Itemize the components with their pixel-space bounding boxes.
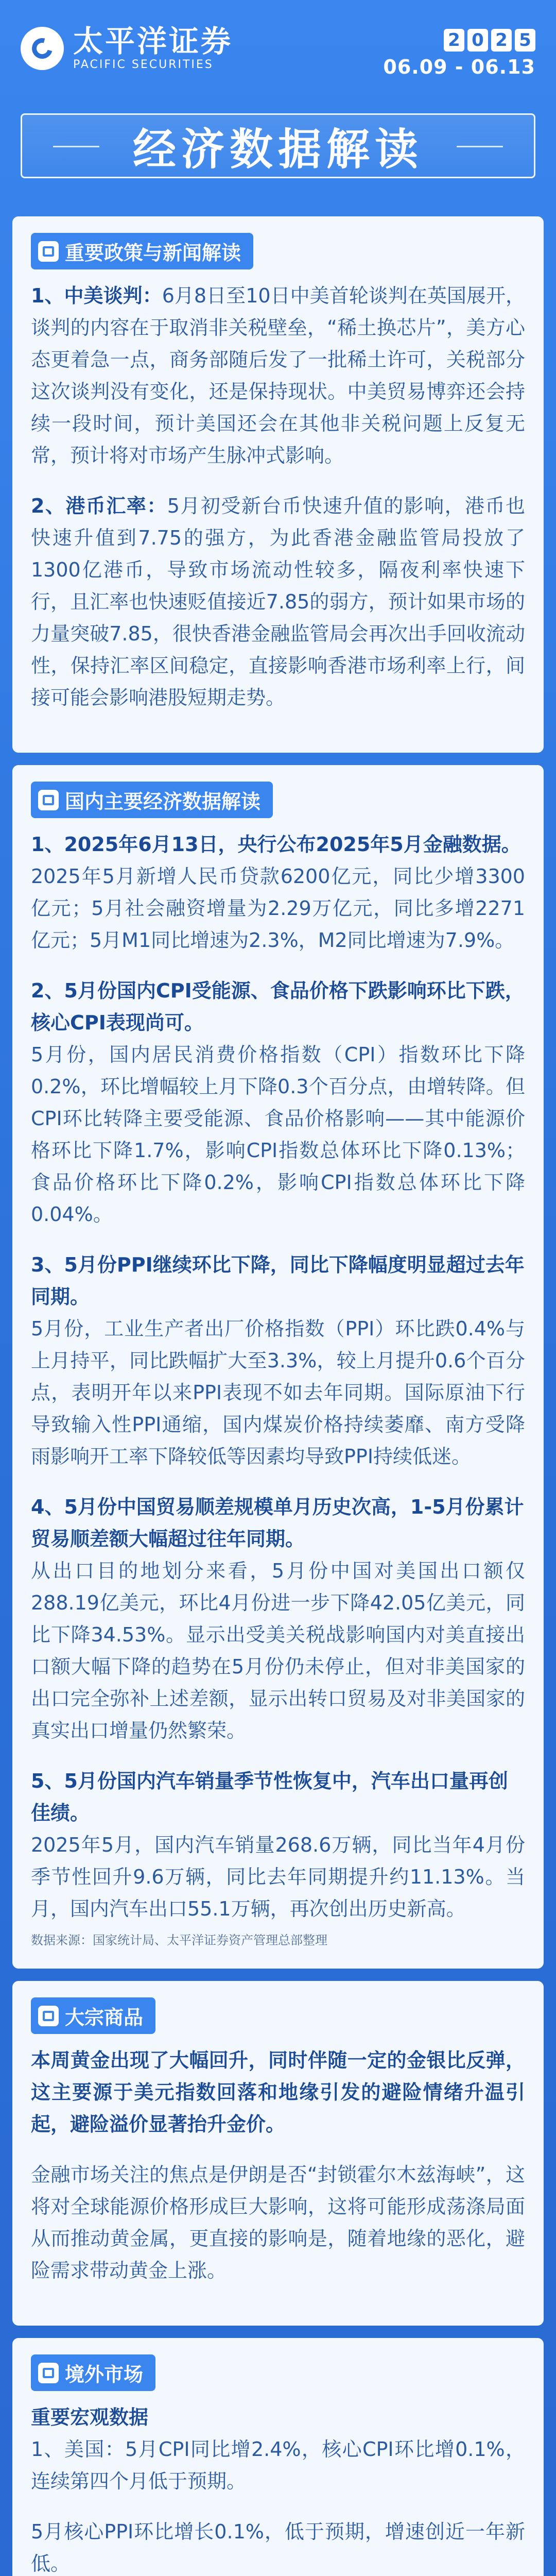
data-item-text: 2025年5月新增人民币贷款6200亿元，同比少增3300亿元；5月社会融资增量为2.29万亿元，同比多增2271亿元；5月M1同比增速为2.3%，M2同比增速为7.9%。 bbox=[31, 865, 525, 952]
item-lead: 1、中美谈判： bbox=[31, 284, 162, 307]
data-item-title: 1、2025年6月13日，央行公布2025年5月金融数据。 bbox=[31, 833, 521, 856]
data-item-text: 5月份，工业生产者出厂价格指数（PPI）环比跌0.4%与上月持平，同比跌幅扩大至3.3%，较上月提升0.6个百分点，表明开年以来PPI表现不如去年同期。国际原油下行导致输入性PPI通缩，国内煤炭价格持续萎靡、南方受降雨影响开工率下降较低等因素均导致PPI持续低迷。 bbox=[31, 1317, 525, 1468]
logo-text bbox=[73, 25, 233, 72]
item-text: 5月初受新台币快速升值的影响，港币也快速升值到7.75的强方，为此香港金融监管局投放了1300亿港币，导致市场流动性较多，隔夜利率快速下行，且汇率也快速贬值接近7.85的弱方，预计如果市场的力量突破7.85，很快香港金融监管局会再次出手回收流动性，保持汇率区间稳定，直接影响香港市场利率上行，间接可能会影响港股短期走势。 bbox=[31, 495, 525, 709]
commodity-summary: 本周黄金出现了大幅回升，同时伴随一定的金银比反弹，这主要源于美元指数回落和地缘引发的避险情绪升温引起，避险溢价显著抬升金价。 bbox=[31, 2049, 525, 2136]
data-item-title: 3、5月份PPI继续环比下降，同比下降幅度明显超过去年同期。 bbox=[31, 1253, 525, 1308]
commodity-detail: 金融市场关注的焦点是伊朗是否“封锁霍尔木兹海峡”，这将对全球能源价格形成巨大影响，这将可能形成荡涤局面从而推动黄金属，更直接的影响是，随着地缘的恶化，避险需求带动黄金上涨。 bbox=[31, 2163, 525, 2282]
section-head-policy bbox=[31, 233, 253, 269]
header bbox=[0, 0, 556, 216]
section-icon bbox=[38, 241, 59, 262]
section-icon bbox=[38, 790, 59, 810]
macro-item: 1、美国：5月CPI同比增2.4%，核心CPI环比增0.1%，连续第四个月低于预期。 bbox=[31, 2438, 525, 2493]
commodity-card bbox=[12, 1981, 544, 2326]
section-head-overseas bbox=[31, 2354, 155, 2391]
logo-cn: 太平洋证券 bbox=[73, 24, 233, 59]
section-title: 大宗商品 bbox=[65, 2006, 144, 2029]
date-range: 06.09 - 06.13 bbox=[383, 56, 535, 78]
policy-item bbox=[31, 490, 525, 714]
data-source: 数据来源：国家统计局、太平洋证券资产管理总部整理 bbox=[31, 1933, 327, 1947]
brand-logo bbox=[21, 25, 233, 72]
section-title: 国内主要经济数据解读 bbox=[65, 790, 261, 813]
section-title: 境外市场 bbox=[65, 2363, 144, 2386]
data-item-text: 5月份，国内居民消费价格指数（CPI）指数环比下降0.2%，环比增幅较上月下降0.3个百分点，由增转降。但CPI环比转降主要受能源、食品价格影响——其中能源价格环比下降1.7%，影响CPI指数总体环比下降0.13%；食品价格环比下降0.2%，影响CPI指数总体环比下降0.04%。 bbox=[31, 1043, 525, 1226]
data-item-title: 2、5月份国内CPI受能源、食品价格下跌影响环比下跌，核心CPI表现尚可。 bbox=[31, 979, 525, 1034]
data-item-text: 2025年5月，国内汽车销量268.6万辆，同比当年4月份季节性回升9.6万辆，同比去年同期提升约11.13%。当月，国内汽车出口55.1万辆，再次创出历史新高。 bbox=[31, 1834, 525, 1920]
logo-en: PACIFIC SECURITIES bbox=[73, 58, 214, 71]
overseas-card bbox=[12, 2338, 544, 2576]
section-title: 重要政策与新闻解读 bbox=[65, 242, 241, 264]
section-icon bbox=[38, 2006, 59, 2026]
policy-item bbox=[31, 280, 525, 471]
macro-heading: 重要宏观数据 bbox=[31, 2406, 149, 2429]
macro-item: 5月核心PPI环比增长0.1%，低于预期，增速创近一年新低。 bbox=[31, 2520, 525, 2575]
section-head-domestic bbox=[31, 782, 273, 818]
title-bar bbox=[21, 113, 535, 178]
year-digit: 5 bbox=[515, 29, 535, 52]
date-box bbox=[383, 29, 535, 78]
section-icon bbox=[38, 2363, 59, 2383]
policy-card bbox=[12, 216, 544, 753]
year-digit: 2 bbox=[491, 29, 512, 52]
item-lead: 2、港币汇率： bbox=[31, 495, 167, 517]
year-digit: 2 bbox=[444, 29, 464, 52]
section-head-commodity bbox=[31, 1997, 155, 2034]
domestic-card bbox=[12, 765, 544, 1969]
page-title: 经济数据解读 bbox=[132, 124, 423, 175]
data-item-title: 4、5月份中国贸易顺差规模单月历史次高，1-5月份累计贸易顺差额大幅超过往年同期。 bbox=[31, 1496, 524, 1550]
data-item-text: 从出口目的地划分来看，5月份中国对美国出口额仅288.19亿美元，环比4月份进一步下降42.05亿美元，同比下降34.53%。显示出受美关税战影响国内对美直接出口额大幅下降的趋势在5月份仍未停止，但对非美国家的出口完全弥补上述差额，显示出转口贸易及对非美国家的真实出口增量仍然繁荣。 bbox=[31, 1560, 525, 1742]
data-item-title: 5、5月份国内汽车销量季节性恢复中，汽车出口量再创佳绩。 bbox=[31, 1770, 508, 1824]
logo-mark-icon bbox=[21, 27, 64, 70]
year bbox=[383, 29, 535, 52]
item-text: 6月8日至10日中美首轮谈判在英国展开，谈判的内容在于取消非关税壁垒，“稀土换芯片”，美方心态更着急一点，商务部随后发了一批稀土许可，关税部分这次谈判没有变化，还是保持现状。中美贸易博弈还会持续一段时间，预计美国还会在其他非关税问题上反复无常，预计将对市场产生脉冲式影响。 bbox=[31, 284, 525, 467]
year-digit: 0 bbox=[467, 29, 488, 52]
